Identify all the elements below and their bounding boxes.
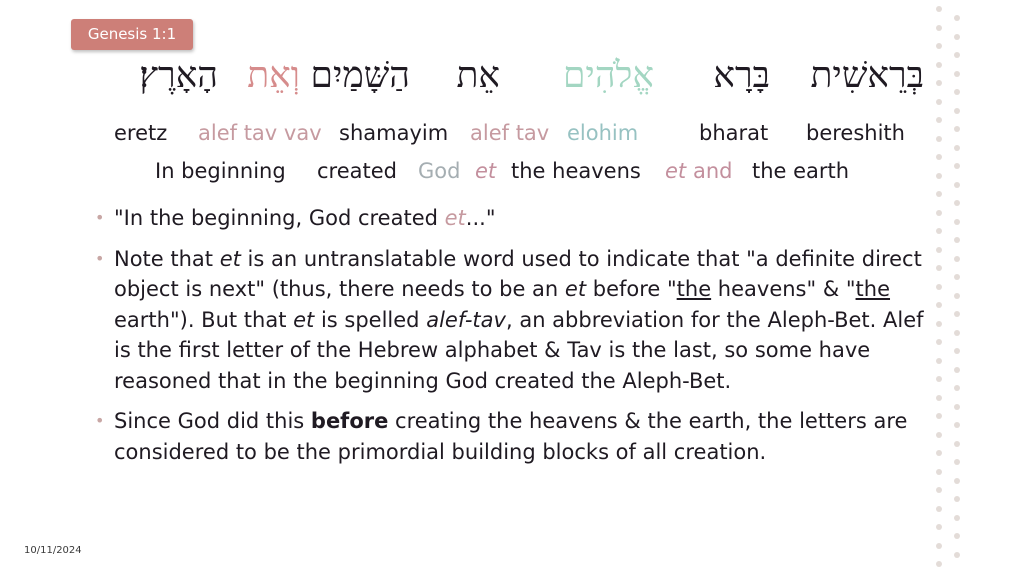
- hebrew-verse: [90, 50, 930, 102]
- decorative-dot: [954, 385, 960, 391]
- decorative-dot: [936, 228, 942, 234]
- decorative-dot: [954, 552, 960, 558]
- hebrew-word-bereshith: בְּרֵאשִׁית: [810, 55, 924, 96]
- decorative-dot: [936, 376, 942, 382]
- decorative-dot: [936, 543, 942, 549]
- decorative-dot: [954, 533, 960, 539]
- translit-alef-tav: alef tav: [470, 121, 550, 145]
- slide-title-badge: Genesis 1:1: [71, 19, 193, 50]
- decorative-dot: [954, 182, 960, 188]
- decorative-dot: [954, 163, 960, 169]
- hebrew-word-veet: וְאֵת: [247, 55, 300, 96]
- decorative-dot: [936, 561, 942, 567]
- translation-god: God: [418, 159, 461, 183]
- decorative-dot: [936, 321, 942, 327]
- decorative-dot: [954, 293, 960, 299]
- translit-bereshith: bereshith: [806, 121, 905, 145]
- bullet-text: is spelled: [314, 307, 427, 332]
- translation-in-beginning: In beginning: [155, 159, 286, 183]
- decorative-dot: [936, 247, 942, 253]
- bullet-text: ...": [465, 206, 496, 230]
- bullet-text: "In the beginning, God created: [114, 206, 445, 230]
- decorative-dot: [936, 43, 942, 49]
- translit-elohim: elohim: [567, 121, 639, 145]
- decorative-dot: [936, 487, 942, 493]
- decorative-dot: [936, 432, 942, 438]
- decorative-dot: [936, 25, 942, 31]
- hebrew-word-elohim: אֱלֹהִים: [562, 55, 654, 96]
- decorative-dot: [954, 367, 960, 373]
- et-word: et: [219, 246, 241, 271]
- decorative-dot: [936, 339, 942, 345]
- translation-et-1: et: [475, 159, 497, 183]
- bullet-text: creating the heavens & the earth, the letters are considered to be the primordial building blocks of all creation.: [114, 409, 908, 464]
- decorative-dot: [954, 515, 960, 521]
- decorative-dot: [936, 62, 942, 68]
- decorative-dot: [954, 126, 960, 132]
- decorative-dot: [936, 80, 942, 86]
- translation-and: and: [693, 159, 733, 183]
- bullet-text: is an untranslatable word used to indicate that "a definite direct object is next" (thus, there needs to be an: [114, 246, 922, 301]
- decorative-dot: [936, 99, 942, 105]
- bullet-quote: [94, 203, 928, 234]
- decorative-dot: [954, 422, 960, 428]
- et-word: et: [444, 206, 466, 230]
- decorative-dot: [954, 348, 960, 354]
- underlined-the: the: [676, 277, 712, 301]
- decorative-dot: [936, 136, 942, 142]
- translation-the-earth: the earth: [752, 159, 850, 183]
- decorative-dot: [954, 145, 960, 151]
- decorative-dot: [954, 89, 960, 95]
- decorative-dot: [936, 191, 942, 197]
- bullet-text: Since God did this: [114, 409, 311, 433]
- decorative-dot: [936, 450, 942, 456]
- decorative-dot: [954, 311, 960, 317]
- decorative-dot: [954, 52, 960, 58]
- bullet-text: before ": [586, 277, 677, 301]
- bullet-et-explanation: [94, 244, 928, 397]
- decorative-dot: [954, 404, 960, 410]
- hebrew-word-haaretz: הָאָרֶץ׃: [139, 55, 218, 96]
- decorative-dot: [954, 459, 960, 465]
- translit-eretz: eretz: [114, 121, 168, 145]
- decorative-dot: [954, 108, 960, 114]
- et-word: et: [293, 307, 315, 332]
- decorative-dot: [936, 6, 942, 12]
- hebrew-word-bara: בָּרָא: [713, 55, 770, 96]
- decorative-dot: [936, 117, 942, 123]
- decorative-dot-pattern: [930, 0, 980, 576]
- slide-date: 10/11/2024: [24, 545, 82, 556]
- decorative-dot: [936, 469, 942, 475]
- decorative-dot: [936, 506, 942, 512]
- decorative-dot: [936, 358, 942, 364]
- decorative-dot: [936, 524, 942, 530]
- decorative-dot: [954, 441, 960, 447]
- translit-bharat: bharat: [699, 121, 769, 145]
- decorative-dot: [954, 496, 960, 502]
- decorative-dot: [954, 237, 960, 243]
- bullet-primordial: [94, 406, 928, 467]
- hebrew-word-hashamayim: הַשָּׁמַיִם: [310, 55, 410, 96]
- decorative-dot: [954, 330, 960, 336]
- decorative-dot: [954, 71, 960, 77]
- decorative-dot: [954, 200, 960, 206]
- translation-created: created: [317, 159, 397, 183]
- decorative-dot: [954, 478, 960, 484]
- translit-shamayim: shamayim: [339, 121, 449, 145]
- decorative-dot: [954, 219, 960, 225]
- translit-alef-tav-vav: alef tav vav: [198, 121, 322, 145]
- bullet-text: heavens" & ": [711, 277, 856, 301]
- alef-tav-word: alef-tav: [426, 307, 506, 332]
- bullet-text: Note that: [114, 246, 220, 271]
- bold-before: before: [310, 409, 389, 433]
- decorative-dot: [936, 395, 942, 401]
- decorative-dot: [954, 274, 960, 280]
- bullet-text: , an abbreviation for the Aleph-Bet. Alef is the first letter of the Hebrew alphabet & Tav is the last, so some have reasoned that in the beginning God created the Aleph-Bet.: [114, 307, 924, 393]
- decorative-dot: [936, 265, 942, 271]
- hebrew-word-et: אֵת: [456, 55, 500, 96]
- decorative-dot: [936, 413, 942, 419]
- bullet-list: [94, 203, 928, 477]
- decorative-dot: [954, 15, 960, 21]
- bullet-text: earth"). But that: [114, 307, 294, 332]
- decorative-dot: [936, 154, 942, 160]
- decorative-dot: [936, 210, 942, 216]
- decorative-dot: [936, 173, 942, 179]
- translation-the-heavens: the heavens: [511, 159, 641, 183]
- decorative-dot: [954, 256, 960, 262]
- decorative-dot: [936, 284, 942, 290]
- et-word: et: [564, 277, 587, 301]
- underlined-the: the: [855, 277, 891, 301]
- translation-et-2: et: [665, 159, 687, 183]
- decorative-dot: [936, 302, 942, 308]
- decorative-dot: [954, 34, 960, 40]
